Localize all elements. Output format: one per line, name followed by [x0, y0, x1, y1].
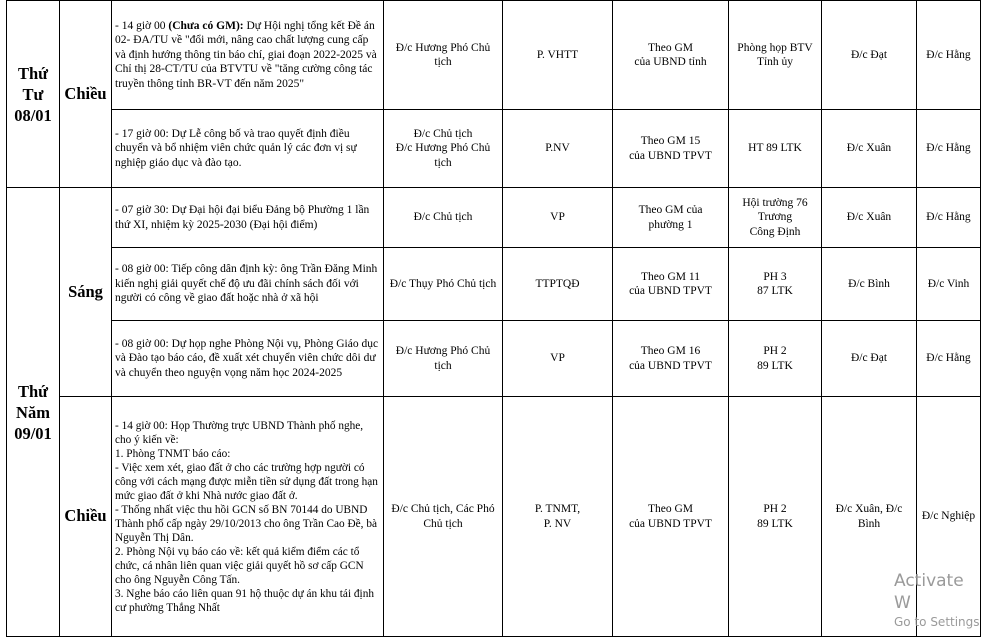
- leader-cell: Đ/c Chủ tịch, Các Phó Chủ tịch: [384, 397, 503, 637]
- invite-cell: Theo GM 16 của UBND TPVT: [613, 321, 729, 397]
- watermark-subtitle: Go to Settings: [894, 615, 980, 629]
- place-cell: Hội trường 76 Trương Công Định: [729, 188, 822, 248]
- invite-cell: Theo GM của UBND TPVT: [613, 397, 729, 637]
- table-row: [7, 321, 981, 397]
- schedule-table: [6, 0, 981, 637]
- event-content: [112, 248, 384, 321]
- event-text: Dự họp nghe Phòng Nội vụ, Phòng Giáo dục và Đào tạo báo cáo, đề xuất xét chuyển viên chức dôi dư và chuyển theo nguyện vọng năm học 2024-2025: [115, 337, 379, 379]
- event-text: Dự Hội nghị tổng kết Đề án 02- ĐA/TU về "đổi mới, nâng cao chất lượng cung cấp và định hướng thông tin báo chí, giai đoạn 2022-2025 và Chỉ thị 28-CT/TU của BTVTU về "tăng cường công tác truyền thông tỉnh BR-VT đến năm 2025": [115, 19, 377, 90]
- day-label: Thứ Năm 09/01: [7, 188, 60, 637]
- driver-cell: Đ/c Hằng: [917, 321, 981, 397]
- prep-cell: Đ/c Xuân: [822, 188, 917, 248]
- activation-watermark: [894, 570, 984, 630]
- table-row: [7, 110, 981, 188]
- table-row: [7, 397, 981, 637]
- event-content: [112, 1, 384, 110]
- event-time: - 07 giờ 30:: [115, 204, 172, 216]
- place-cell: Phòng họp BTV Tỉnh ủy: [729, 1, 822, 110]
- event-content: [112, 397, 384, 637]
- invite-cell: Theo GM của phường 1: [613, 188, 729, 248]
- prep-cell: Đ/c Đạt: [822, 1, 917, 110]
- period-label: Chiều: [60, 397, 112, 637]
- place-cell: PH 2 89 LTK: [729, 397, 822, 637]
- event-text: Dự Đại hội đại biểu Đảng bộ Phường 1 lần thứ XI, nhiệm kỳ 2025-2030 (Đại hội điểm): [115, 204, 370, 231]
- driver-cell: Đ/c Hằng: [917, 188, 981, 248]
- unit-cell: P.NV: [503, 110, 613, 188]
- leader-cell: Đ/c Thụy Phó Chủ tịch: [384, 248, 503, 321]
- table-row: [7, 1, 981, 110]
- driver-cell: Đ/c Hằng: [917, 1, 981, 110]
- table-row: [7, 248, 981, 321]
- unit-cell: VP: [503, 188, 613, 248]
- leader-cell: Đ/c Chủ tịch Đ/c Hương Phó Chủ tịch: [384, 110, 503, 188]
- unit-cell: VP: [503, 321, 613, 397]
- event-text: Tiếp công dân định kỳ: ông Trần Đăng Minh kiến nghị giải quyết chế độ ưu đãi chính sách đối với người có công về giao đất hoặc nhà ở xã hội: [115, 263, 378, 305]
- driver-cell: Đ/c Nghiệp: [917, 397, 981, 637]
- event-time: - 17 giờ 00:: [115, 127, 172, 140]
- event-text: Họp Thường trực UBND Thành phố nghe, cho ý kiến về: 1. Phòng TNMT báo cáo: - Việc xem xét, giao đất ở cho các trường hợp người có công với cách mạng được miễn tiền sử dụng đất trong hạn mức giao đất ở khi Nhà nước giao đất ở. - Thống nhất việc thu hồi GCN số BN 70144 do UBND Thành phố cấp ngày 29/10/2013 cho ông Trần Cao Đề, bà Nguyễn Thị Dân. 2. Phòng Nội vụ báo cáo về: kết quả kiểm điểm các tổ chức, cá nhân liên quan việc giải quyết hồ sơ cấp GCN cho ông Nguyễn Công Tấn. 3. Nghe báo cáo liên quan 91 hộ thuộc dự án khu tái định cư phường Thắng Nhất: [115, 419, 378, 614]
- watermark-title: Activate W: [894, 571, 964, 613]
- leader-cell: Đ/c Hương Phó Chủ tịch: [384, 1, 503, 110]
- invite-cell: Theo GM của UBND tỉnh: [613, 1, 729, 110]
- place-cell: PH 3 87 LTK: [729, 248, 822, 321]
- prep-cell: Đ/c Đạt: [822, 321, 917, 397]
- invite-cell: Theo GM 11 của UBND TPVT: [613, 248, 729, 321]
- event-note: (Chưa có GM):: [168, 19, 244, 32]
- prep-cell: Đ/c Xuân, Đ/c Bình: [822, 397, 917, 637]
- day-label: Thứ Tư 08/01: [7, 1, 60, 188]
- leader-cell: Đ/c Chủ tịch: [384, 188, 503, 248]
- leader-cell: Đ/c Hương Phó Chủ tịch: [384, 321, 503, 397]
- event-time: - 14 giờ 00:: [115, 419, 171, 432]
- place-cell: HT 89 LTK: [729, 110, 822, 188]
- event-time: - 08 giờ 00:: [115, 337, 172, 350]
- prep-cell: Đ/c Xuân: [822, 110, 917, 188]
- period-label: Chiều: [60, 1, 112, 188]
- event-time: - 08 giờ 00:: [115, 263, 172, 276]
- driver-cell: Đ/c Hằng: [917, 110, 981, 188]
- event-text: Dự Lễ công bố và trao quyết định điều chuyển và bổ nhiệm viên chức quản lý các đơn vị sự nghiệp giáo dục và đào tạo.: [115, 127, 357, 169]
- unit-cell: P. TNMT, P. NV: [503, 397, 613, 637]
- event-content: [112, 321, 384, 397]
- place-cell: PH 2 89 LTK: [729, 321, 822, 397]
- prep-cell: Đ/c Bình: [822, 248, 917, 321]
- invite-cell: Theo GM 15 của UBND TPVT: [613, 110, 729, 188]
- unit-cell: TTPTQĐ: [503, 248, 613, 321]
- event-content: [112, 188, 384, 248]
- event-content: [112, 110, 384, 188]
- unit-cell: P. VHTT: [503, 1, 613, 110]
- driver-cell: Đ/c Vinh: [917, 248, 981, 321]
- event-time: - 14 giờ 00: [115, 19, 169, 32]
- period-label: Sáng: [60, 188, 112, 397]
- table-row: [7, 188, 981, 248]
